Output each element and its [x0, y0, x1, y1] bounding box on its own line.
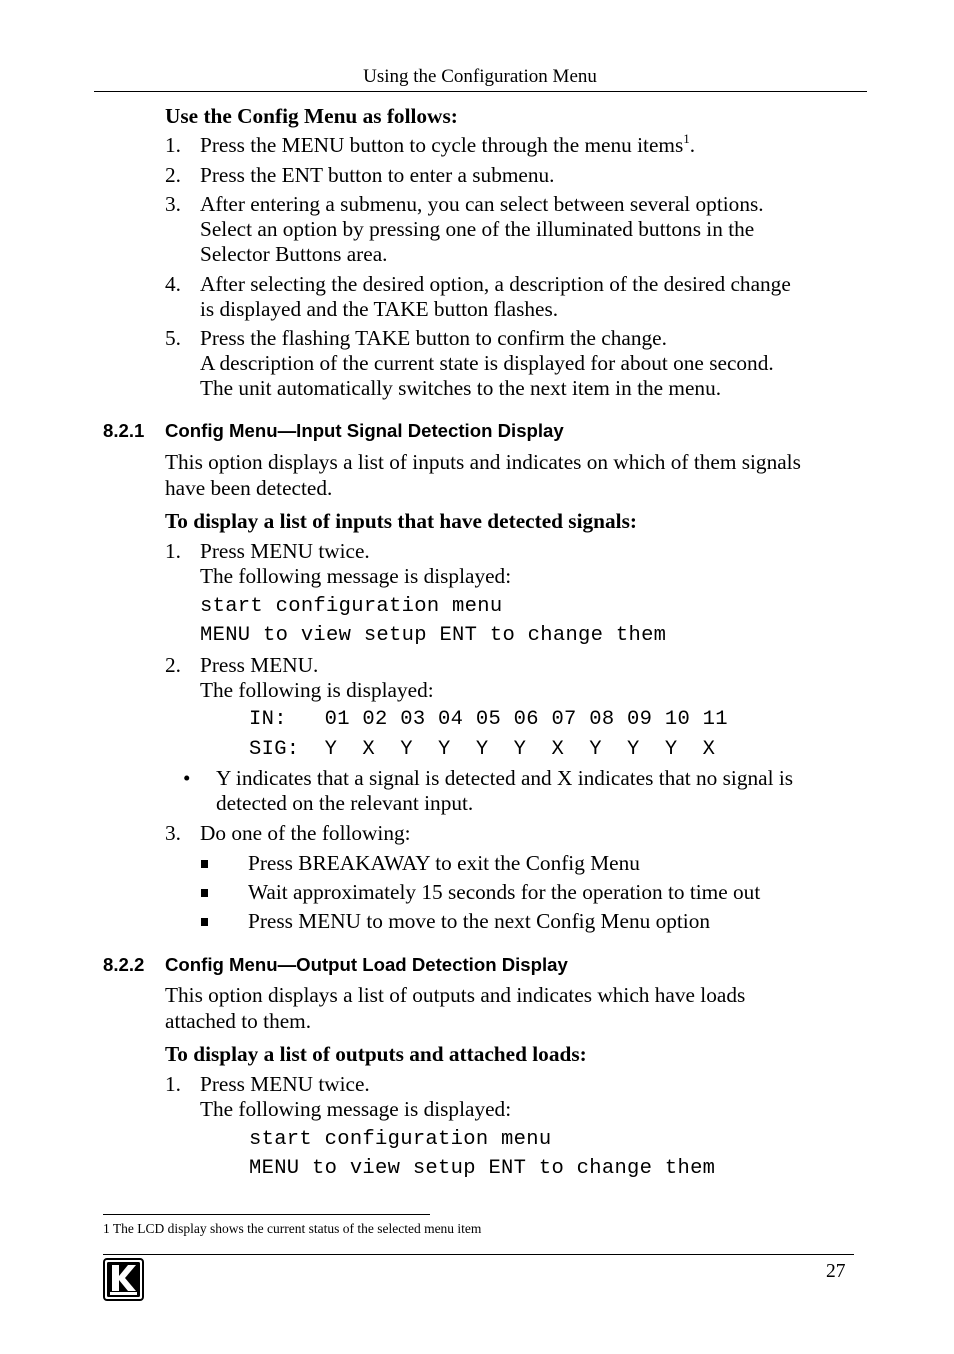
section-title: Config Menu—Output Load Detection Display	[165, 954, 568, 975]
footnote-mark: 1	[103, 1221, 110, 1236]
intro-heading: Use the Config Menu as follows:	[165, 104, 458, 128]
bullet-icon: •	[183, 766, 191, 790]
step-number: 3.	[165, 192, 181, 216]
header-rule	[94, 91, 867, 92]
lcd-message-line: MENU to view setup ENT to change them	[249, 1157, 716, 1180]
step-line: The following message is displayed:	[200, 564, 512, 588]
section-description-line: attached to them.	[165, 1009, 312, 1033]
procedure-heading: To display a list of outputs and attached loads:	[165, 1042, 587, 1066]
section-description-line: This option displays a list of outputs and indicates which have loads	[165, 983, 746, 1007]
step-line: After entering a submenu, you can select between several options.	[200, 192, 764, 216]
footnote-text: The LCD display shows the current status of the selected menu item	[112, 1221, 482, 1236]
step-line: Press the MENU button to cycle through the menu items	[200, 133, 684, 157]
option-item: Wait approximately 15 seconds for the operation to time out	[248, 880, 761, 904]
step-line: Select an option by pressing one of the illuminated buttons in the	[200, 217, 755, 241]
lcd-message-line: start configuration menu	[200, 595, 503, 618]
step-line: The following is displayed:	[200, 678, 434, 702]
step-line: After selecting the desired option, a description of the desired change	[200, 272, 791, 296]
step-number: 4.	[165, 272, 181, 296]
step-number: 2.	[165, 653, 181, 677]
lcd-message-line: start configuration menu	[249, 1128, 552, 1151]
section-title: Config Menu—Input Signal Detection Display	[165, 420, 564, 441]
square-bullet-icon	[201, 860, 208, 868]
footer-rule	[103, 1254, 854, 1255]
step-line: Press MENU twice.	[200, 539, 370, 563]
step-line: Press the ENT button to enter a submenu.	[200, 163, 555, 187]
section-number: 8.2.1	[103, 420, 145, 441]
step-line: Press MENU.	[200, 653, 319, 677]
kramer-logo-icon	[103, 1258, 144, 1301]
square-bullet-icon	[201, 918, 208, 926]
step-number: 1.	[165, 539, 181, 563]
footnote-reference[interactable]: 1	[683, 131, 690, 146]
footnote-rule	[103, 1214, 430, 1215]
step-number: 2.	[165, 163, 181, 187]
step-punctuation: .	[689, 133, 696, 157]
lcd-signal-row: SIG: Y X Y Y Y Y X Y Y Y X	[249, 738, 716, 761]
step-number: 5.	[165, 326, 181, 350]
running-header: Using the Configuration Menu	[363, 66, 597, 87]
step-line: The unit automatically switches to the next item in the menu.	[200, 376, 722, 400]
step-line: is displayed and the TAKE button flashes.	[200, 297, 559, 321]
option-item: Press BREAKAWAY to exit the Config Menu	[248, 851, 640, 875]
step-line: A description of the current state is displayed for about one second.	[200, 351, 774, 375]
step-line: Press MENU twice.	[200, 1072, 370, 1096]
section-description-line: have been detected.	[165, 476, 333, 500]
step-line: The following message is displayed:	[200, 1097, 512, 1121]
bullet-line: detected on the relevant input.	[216, 791, 474, 815]
procedure-heading: To display a list of inputs that have detected signals:	[165, 509, 637, 533]
step-line: Selector Buttons area.	[200, 242, 388, 266]
lcd-input-row: IN: 01 02 03 04 05 06 07 08 09 10 11	[249, 708, 728, 731]
step-number: 1.	[165, 133, 181, 157]
section-number: 8.2.2	[103, 954, 145, 975]
step-line: Do one of the following:	[200, 821, 411, 845]
step-number: 1.	[165, 1072, 181, 1096]
step-text	[200, 133, 860, 158]
option-item: Press MENU to move to the next Config Menu option	[248, 909, 710, 933]
footnote	[103, 1221, 481, 1237]
step-line: Press the flashing TAKE button to confirm the change.	[200, 326, 667, 350]
bullet-line: Y indicates that a signal is detected and X indicates that no signal is	[216, 766, 794, 790]
step-number: 3.	[165, 821, 181, 845]
page-number: 27	[826, 1261, 846, 1282]
lcd-message-line: MENU to view setup ENT to change them	[200, 624, 667, 647]
square-bullet-icon	[201, 889, 208, 897]
section-description-line: This option displays a list of inputs and indicates on which of them signals	[165, 450, 801, 474]
